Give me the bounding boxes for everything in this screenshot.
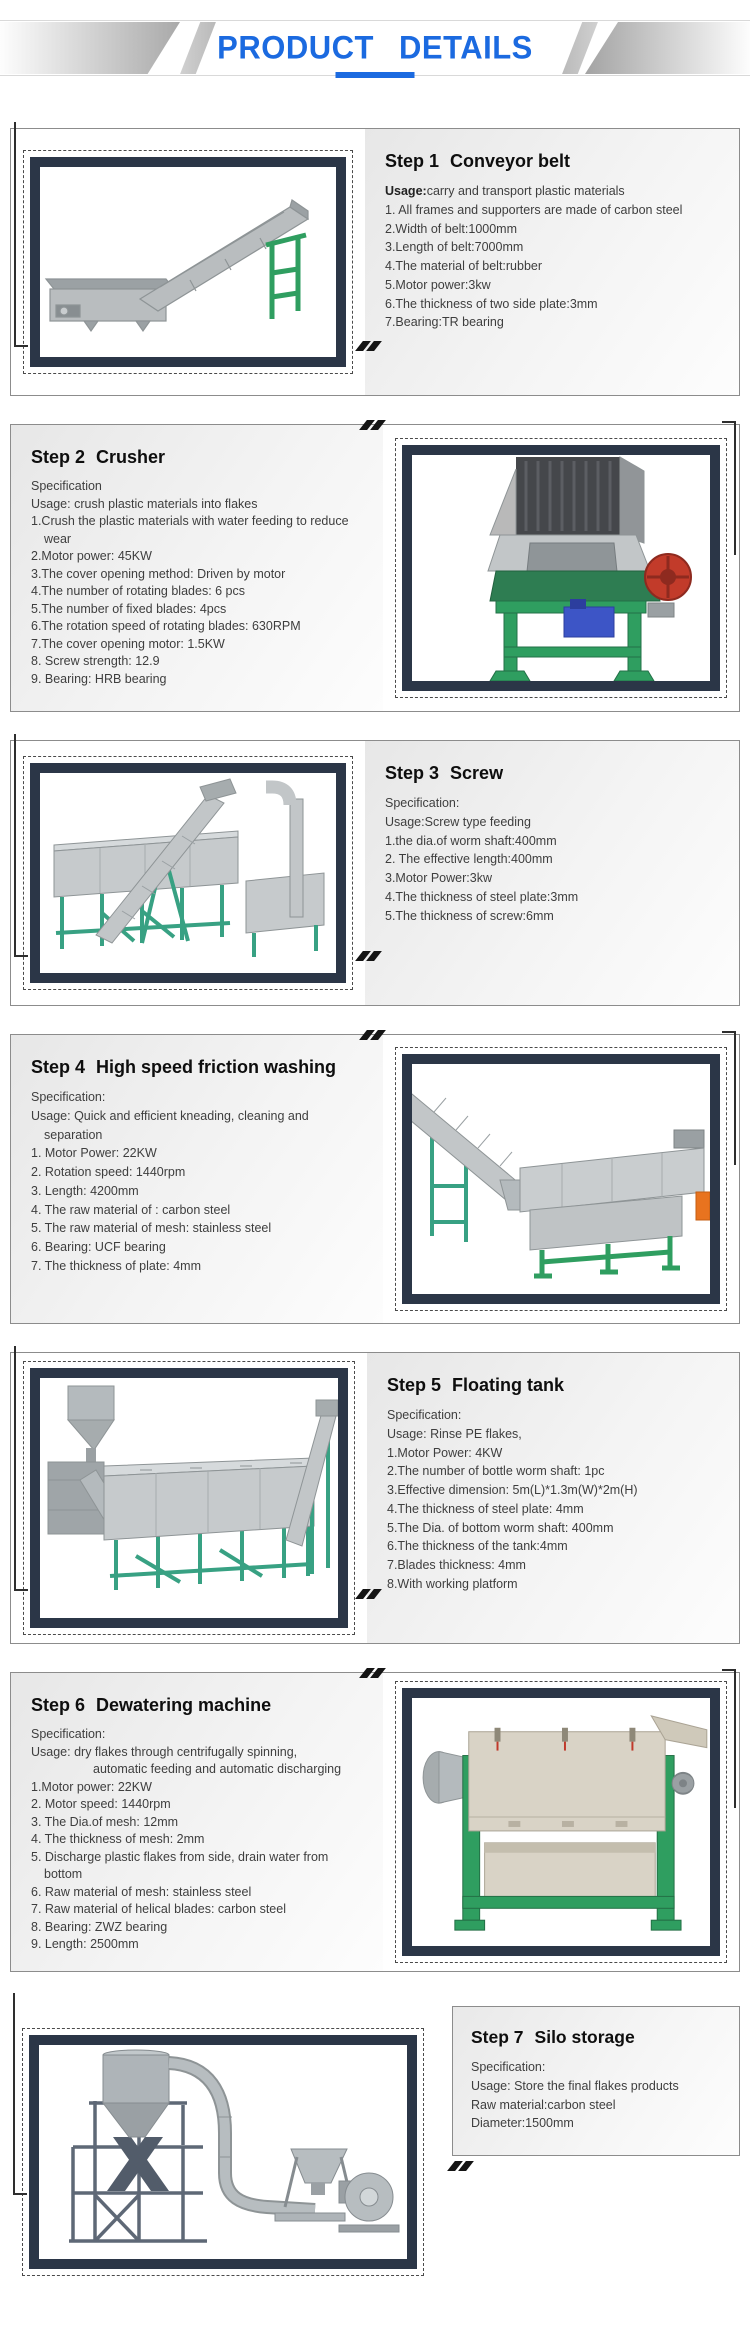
step-6-label: Step 6 — [31, 1695, 86, 1715]
step-7-specs — [471, 2058, 725, 2133]
double-slash-decoration — [359, 1589, 378, 1599]
spec-line: 5.The thickness of screw:6mm — [385, 908, 554, 923]
double-slash-decoration — [359, 341, 378, 351]
spec-line: Raw material:carbon steel — [471, 2097, 616, 2112]
floating-tank-image — [40, 1378, 338, 1618]
friction-washer-image — [412, 1064, 710, 1294]
step-6-photo-frame — [402, 1688, 720, 1956]
step-5-section — [10, 1352, 740, 1644]
spec-line: 1.the dia.of worm shaft:400mm — [385, 833, 557, 848]
spec-line: 5.The Dia. of bottom worm shaft: 400mm — [387, 1520, 614, 1535]
step-4-section — [10, 1034, 740, 1324]
spec-line: 1.Motor Power: 4KW — [387, 1445, 503, 1460]
step-4-photo-frame — [402, 1054, 720, 1304]
spec-line: Specification: — [31, 1727, 106, 1741]
spec-line: 6. Bearing: UCF bearing — [31, 1240, 166, 1254]
spec-line: Diameter:1500mm — [471, 2116, 574, 2131]
step-4-photo-card — [395, 1047, 727, 1311]
spec-line: 3.Effective dimension: 5m(L)*1.3m(W)*2m(H) — [387, 1483, 638, 1497]
spec-line: 4. The raw material of : carbon steel — [31, 1202, 231, 1217]
spec-line: Usage: Quick and efficient kneading, cleaning and separation — [31, 1108, 309, 1142]
spec-line: 3.Length of belt:7000mm — [385, 240, 524, 255]
step-5-specs — [387, 1406, 723, 1594]
step-4-details-panel — [11, 1035, 383, 1323]
spec-line: 5. Discharge plastic flakes from side, drain water from bottom — [31, 1849, 329, 1881]
step-4-title — [31, 1057, 367, 1078]
step-1-machine-name: Conveyor belt — [450, 151, 571, 171]
spec-line: 8. Bearing: ZWZ bearing — [31, 1919, 168, 1934]
spec-line: 2. Motor speed: 1440rpm — [31, 1797, 171, 1811]
step-4-specs — [31, 1088, 367, 1276]
spec-line: 8.With working platform — [387, 1576, 518, 1591]
spec-line: automatic feeding and automatic discharging — [93, 1762, 342, 1776]
crusher-image — [412, 455, 710, 681]
step-1-title — [385, 151, 723, 172]
double-slash-decoration — [363, 1030, 382, 1040]
page-header — [0, 20, 750, 76]
spec-line: Specification: — [31, 1090, 106, 1104]
spec-line: 5.Motor power:3kw — [385, 277, 491, 292]
step-3-title — [385, 763, 723, 784]
step-1-photo-frame — [30, 157, 346, 367]
step-1-label: Step 1 — [385, 151, 440, 171]
step-2-label: Step 2 — [31, 447, 86, 467]
step-4-label: Step 4 — [31, 1057, 86, 1077]
spec-line: 6.The thickness of the tank:4mm — [387, 1539, 568, 1554]
step-2-section — [10, 424, 740, 712]
spec-line: 7.Blades thickness: 4mm — [387, 1558, 526, 1572]
step-2-specs — [31, 478, 367, 688]
double-slash-decoration — [363, 1668, 382, 1678]
step-7-details-card — [452, 2006, 740, 2156]
spec-line: 5.The number of fixed blades: 4pcs — [31, 601, 227, 616]
spec-line: 7.The cover opening motor: 1.5KW — [31, 636, 225, 651]
step-1-details-panel — [365, 129, 739, 395]
step-3-photo-frame — [30, 763, 346, 983]
conveyor-belt-image — [40, 167, 336, 357]
step-5-photo-frame — [30, 1368, 348, 1628]
spec-line: Specification: — [387, 1408, 462, 1422]
corner-bracket-decoration — [14, 734, 28, 957]
step-5-title — [387, 1375, 723, 1396]
spec-line: Usage: Store the final flakes products — [471, 2078, 679, 2093]
spec-line: Usage:carry and transport plastic materials — [385, 184, 625, 198]
spec-line: 7. Raw material of helical blades: carbon steel — [31, 1902, 286, 1916]
spec-line: 1. All frames and supporters are made of carbon steel — [385, 202, 683, 217]
dewatering-machine-image — [412, 1698, 710, 1946]
spec-line: 6.The thickness of two side plate:3mm — [385, 296, 598, 311]
spec-line: 3.The cover opening method: Driven by motor — [31, 566, 286, 581]
step-3-machine-name: Screw — [450, 763, 504, 783]
spec-line: 3. The Dia.of mesh: 12mm — [31, 1814, 179, 1829]
spec-line: 8. Screw strength: 12.9 — [31, 654, 160, 668]
spec-line: Usage: crush plastic materials into flakes — [31, 496, 258, 511]
step-6-photo-card — [395, 1681, 727, 1963]
step-7-title — [471, 2027, 725, 2048]
corner-bracket-decoration — [13, 1993, 27, 2195]
storage-silo-image — [39, 2045, 407, 2259]
step-6-specs — [31, 1726, 367, 1954]
step-6-machine-name: Dewatering machine — [96, 1695, 272, 1715]
spec-line: 9. Length: 2500mm — [31, 1937, 139, 1951]
spec-line: 1.Motor power: 22KW — [31, 1779, 152, 1794]
step-3-section — [10, 740, 740, 1006]
corner-bracket-decoration — [14, 122, 28, 347]
spec-line: 1.Crush the plastic materials with water feeding to reduce wear — [31, 514, 349, 546]
spec-line: 2.Motor power: 45KW — [31, 549, 152, 563]
step-6-title — [31, 1695, 367, 1716]
page-title: PRODUCT DETAILS — [217, 28, 533, 67]
spec-line: 4. The thickness of mesh: 2mm — [31, 1832, 205, 1846]
spec-line: 4.The number of rotating blades: 6 pcs — [31, 584, 246, 598]
spec-line: 7.Bearing:TR bearing — [385, 315, 504, 330]
double-slash-decoration — [363, 420, 382, 430]
header-spacer — [0, 76, 750, 128]
spec-line: 2.Width of belt:1000mm — [385, 221, 518, 236]
spec-line: 7. The thickness of plate: 4mm — [31, 1258, 201, 1273]
spec-line: Usage: dry flakes through centrifugally spinning, — [31, 1744, 298, 1759]
step-2-photo-frame — [402, 445, 720, 691]
spec-line: 3. Length: 4200mm — [31, 1183, 139, 1198]
step-5-photo-card — [23, 1361, 355, 1635]
step-3-details-panel — [365, 741, 739, 1005]
step-6-details-panel — [11, 1673, 383, 1971]
screw-feeder-image — [40, 773, 336, 973]
corner-bracket-decoration — [14, 1346, 28, 1591]
step-6-section — [10, 1672, 740, 1972]
spec-line: 4.The material of belt:rubber — [385, 259, 543, 273]
spec-line: 4.The thickness of steel plate:3mm — [385, 889, 579, 904]
step-5-label: Step 5 — [387, 1375, 442, 1395]
step-1-specs — [385, 182, 723, 332]
spec-line: 6.The rotation speed of rotating blades: 630RPM — [31, 619, 301, 633]
spec-line: 4.The thickness of steel plate: 4mm — [387, 1501, 584, 1516]
step-7-machine-name: Silo storage — [534, 2027, 635, 2047]
step-1-photo-card — [23, 150, 353, 374]
step-2-machine-name: Crusher — [96, 447, 166, 467]
spec-line: Specification: — [385, 796, 460, 810]
double-slash-decoration — [359, 951, 378, 961]
spec-line: 1. Motor Power: 22KW — [31, 1146, 157, 1161]
step-7-photo-frame — [29, 2035, 417, 2269]
step-3-label: Step 3 — [385, 763, 440, 783]
step-2-title — [31, 447, 367, 468]
step-2-photo-card — [395, 438, 727, 698]
step-5-machine-name: Floating tank — [452, 1375, 565, 1395]
step-1-section — [10, 128, 740, 396]
spec-line: Specification — [31, 479, 102, 493]
spec-line: Usage: Rinse PE flakes, — [387, 1426, 522, 1441]
step-3-photo-card — [23, 756, 353, 990]
spec-line: 3.Motor Power:3kw — [385, 871, 492, 885]
step-2-details-panel — [11, 425, 383, 711]
step-7-label: Step 7 — [471, 2027, 524, 2047]
spec-line: 6. Raw material of mesh: stainless steel — [31, 1884, 252, 1899]
spec-line: 9. Bearing: HRB bearing — [31, 671, 167, 686]
step-3-specs — [385, 794, 723, 925]
spec-line: Usage:Screw type feeding — [385, 814, 531, 829]
title-underline — [336, 72, 415, 78]
spec-line: 2. The effective length:400mm — [385, 852, 553, 867]
double-slash-decoration — [451, 2161, 470, 2171]
step-7-photo-card — [22, 2028, 424, 2276]
step-5-details-panel — [367, 1353, 739, 1643]
corner-bracket-decoration — [722, 1669, 736, 1808]
corner-bracket-decoration — [722, 421, 736, 555]
step-7-section — [10, 2000, 740, 2304]
spec-line: 5. The raw material of mesh: stainless steel — [31, 1221, 272, 1236]
corner-bracket-decoration — [722, 1031, 736, 1165]
spec-line: 2.The number of bottle worm shaft: 1pc — [387, 1464, 605, 1479]
spec-line: Specification: — [471, 2060, 546, 2074]
spec-line: 2. Rotation speed: 1440rpm — [31, 1165, 186, 1179]
step-4-machine-name: High speed friction washing — [96, 1057, 337, 1077]
